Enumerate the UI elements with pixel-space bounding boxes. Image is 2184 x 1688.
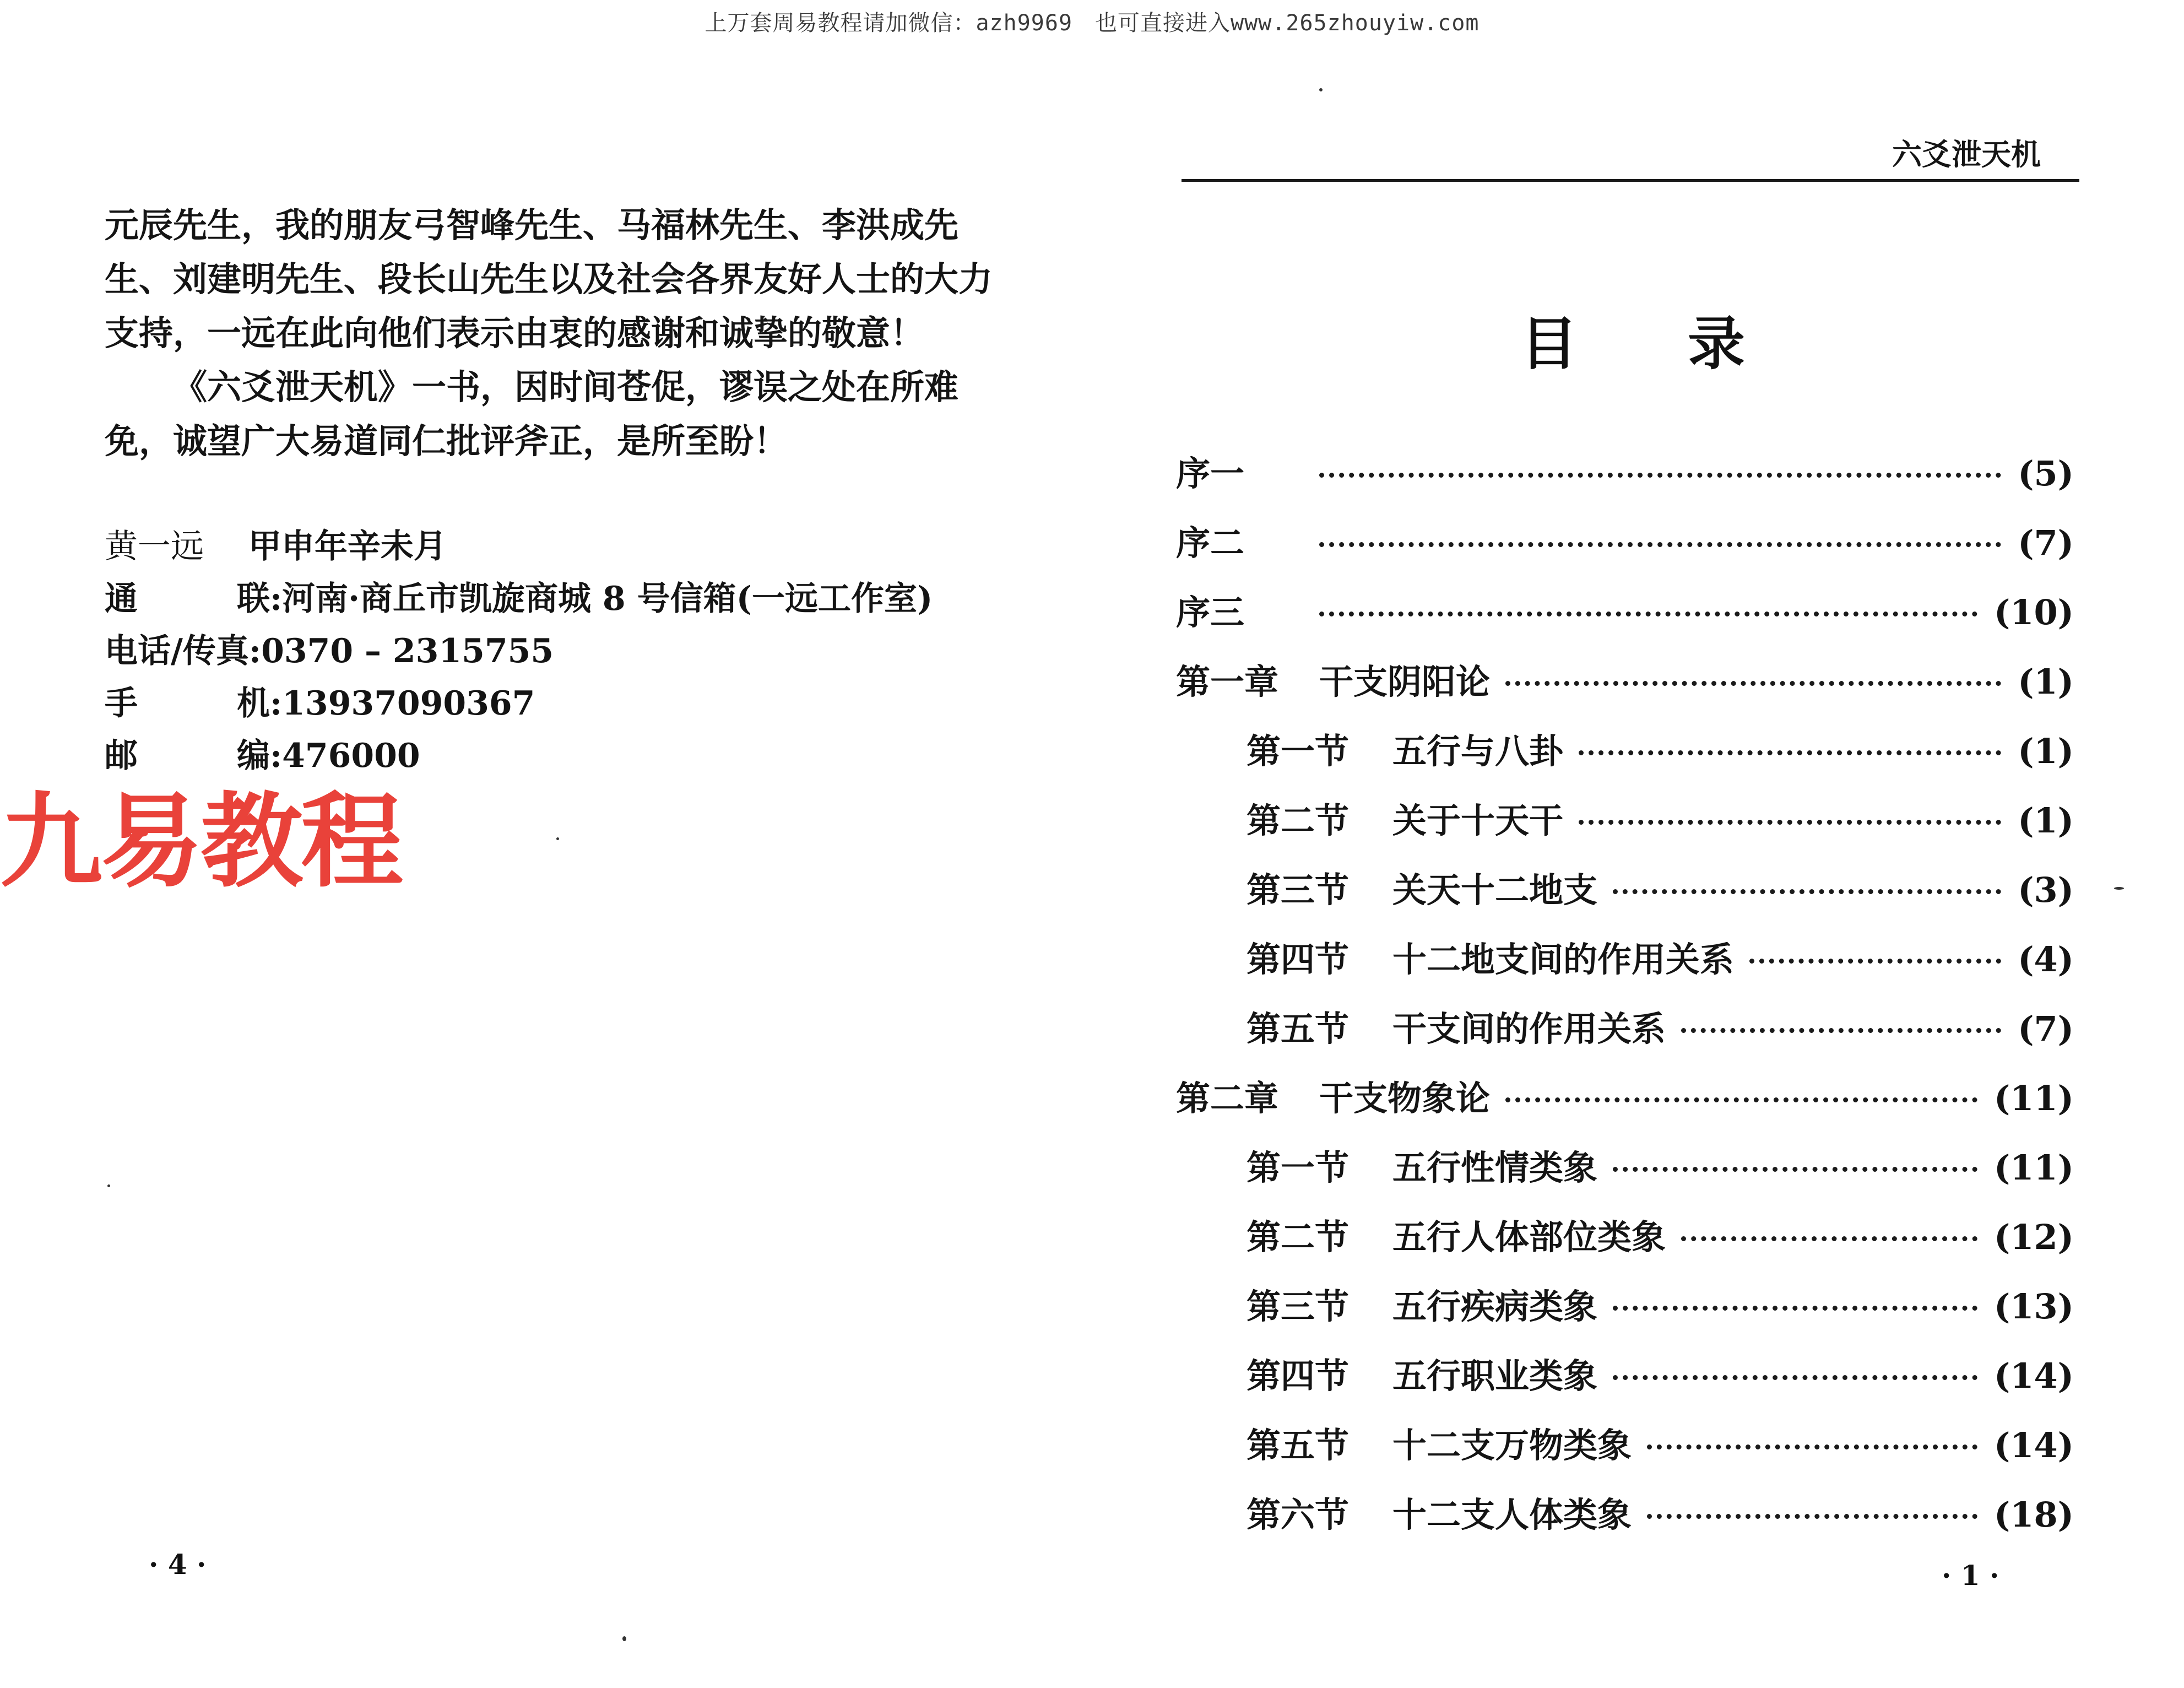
- toc-section-entry: [1176, 863, 2074, 932]
- toc-entry-number: 第四节: [1247, 939, 1350, 980]
- toc-dot-leader: [1613, 1306, 1977, 1311]
- toc-section-entry: [1176, 1002, 2074, 1071]
- toc-entry-page: (11): [1994, 1078, 2074, 1118]
- toc-section-entry: [1176, 1349, 2074, 1418]
- toc-entry-page: (10): [1994, 592, 2074, 632]
- scan-speck: [622, 1636, 626, 1641]
- toc-dot-leader: [1681, 1236, 1977, 1241]
- toc-entry-number: 第六节: [1247, 1495, 1350, 1535]
- contact-mobile-label: 手 机: [105, 684, 270, 723]
- red-stamp-logo: 九易教程: [0, 782, 402, 901]
- page-number-left: · 4 ·: [149, 1548, 207, 1581]
- toc-dot-leader: [1613, 889, 2001, 894]
- toc-chapter-entry: [1176, 516, 2074, 585]
- scan-speck: [1319, 88, 1323, 91]
- contact-address-value: 河南·商丘市凯旋商城 8 号信箱(一远工作室): [282, 580, 933, 618]
- toc-entry-title: 干支物象论: [1319, 1078, 1491, 1118]
- page-number-right: · 1 ·: [1942, 1559, 1999, 1592]
- scan-speck: [2114, 887, 2124, 890]
- contact-address-label: 通 联: [105, 580, 270, 618]
- toc-entry-page: (4): [2018, 939, 2074, 980]
- toc-entry-number: 第三节: [1247, 870, 1350, 910]
- toc-heading: 目录: [1520, 310, 1856, 377]
- toc-section-entry: [1176, 932, 2074, 1002]
- toc-dot-leader: [1319, 473, 2001, 478]
- toc-entry-number: 第二章: [1176, 1078, 1279, 1118]
- toc-entry-page: (5): [2018, 453, 2074, 494]
- toc-entry-title: 十二支人体类象: [1392, 1495, 1632, 1535]
- toc-dot-leader: [1319, 542, 2001, 547]
- toc-entry-title: 五行职业类象: [1392, 1356, 1598, 1396]
- toc-dot-leader: [1505, 681, 2001, 686]
- toc-entry-page: (7): [2018, 523, 2074, 563]
- toc-entry-number: 第二节: [1247, 1217, 1350, 1257]
- toc-entry-title: 五行性情类象: [1392, 1148, 1598, 1188]
- toc-entry-page: (3): [2018, 870, 2074, 910]
- contact-postcode-row: 邮 编 :476000: [105, 730, 933, 782]
- toc-dot-leader: [1319, 612, 1977, 616]
- toc-chapter-entry: [1176, 585, 2074, 654]
- toc-section-entry: [1176, 793, 2074, 863]
- contact-mobile-row: 手 机 :13937090367: [105, 678, 933, 730]
- contact-phone-value: 0370 – 2315755: [261, 632, 554, 670]
- header-rule: [1182, 179, 2079, 182]
- toc-dot-leader: [1505, 1097, 1977, 1102]
- signature-block: [105, 521, 933, 782]
- toc-entry-title: 五行与八卦: [1392, 731, 1564, 771]
- contact-phone-label: 电话/传真: [105, 632, 249, 670]
- toc-entry-number: 序三: [1176, 592, 1245, 632]
- toc-entry-title: 五行疾病类象: [1392, 1286, 1598, 1327]
- toc-entry-number: 第一章: [1176, 662, 1279, 702]
- signature-line: [105, 521, 933, 573]
- contact-postcode-value: 476000: [282, 737, 420, 775]
- table-of-contents: [1176, 446, 2074, 1557]
- toc-chapter-entry: [1176, 1071, 2074, 1140]
- toc-dot-leader: [1749, 959, 2001, 964]
- contact-mobile-value: 13937090367: [282, 684, 535, 723]
- toc-dot-leader: [1579, 750, 2001, 755]
- toc-entry-number: 第五节: [1247, 1009, 1350, 1049]
- scan-speck: [556, 837, 559, 840]
- toc-entry-number: 第一节: [1247, 731, 1350, 771]
- contact-postcode-label: 邮 编: [105, 737, 270, 775]
- acknowledgement-text: [105, 198, 1008, 468]
- toc-entry-title: 五行人体部位类象: [1392, 1217, 1666, 1257]
- left-page: [0, 0, 1091, 1688]
- toc-section-entry: [1176, 724, 2074, 793]
- toc-chapter-entry: [1176, 654, 2074, 724]
- toc-entry-number: 序二: [1176, 523, 1245, 563]
- signature-date: 甲申年辛未月: [248, 527, 447, 566]
- toc-entry-title: 十二支万物类象: [1392, 1425, 1632, 1465]
- toc-entry-page: (18): [1994, 1495, 2074, 1535]
- toc-dot-leader: [1647, 1514, 1977, 1519]
- right-page: [1091, 0, 2184, 1688]
- toc-entry-page: (14): [1994, 1425, 2074, 1465]
- paragraph-thanks: 元辰先生，我的朋友弓智峰先生、马福林先生、李洪成先生、刘建明先生、段长山先生以及社会各界友好人士的大力支持，一远在此向他们表示由衷的感谢和诚挚的敬意！: [105, 205, 993, 353]
- toc-dot-leader: [1579, 820, 2001, 825]
- toc-entry-page: (1): [2018, 662, 2074, 702]
- toc-entry-number: 序一: [1176, 453, 1245, 494]
- toc-entry-page: (1): [2018, 731, 2074, 771]
- toc-entry-page: (13): [1994, 1286, 2074, 1327]
- toc-entry-number: 第一节: [1247, 1148, 1350, 1188]
- toc-entry-page: (7): [2018, 1009, 2074, 1049]
- toc-entry-number: 第四节: [1247, 1356, 1350, 1396]
- toc-entry-title: 关天十二地支: [1392, 870, 1598, 910]
- author-name: 黄一远: [105, 527, 204, 566]
- toc-chapter-entry: [1176, 446, 2074, 516]
- toc-entry-title: 干支阴阳论: [1319, 662, 1491, 702]
- paragraph-apology: 《六爻泄天机》一书，因时间苍促，谬误之处在所难免，诚望广大易道同仁批评斧正，是所至盼！: [105, 367, 959, 461]
- toc-section-entry: [1176, 1418, 2074, 1487]
- toc-entry-title: 干支间的作用关系: [1392, 1009, 1666, 1049]
- toc-entry-page: (1): [2018, 800, 2074, 841]
- toc-section-entry: [1176, 1487, 2074, 1557]
- watermark-banner: 上万套周易教程请加微信：azh9969 也可直接进入www.265zhouyiw.com: [704, 10, 1480, 36]
- toc-section-entry: [1176, 1140, 2074, 1210]
- scan-speck: [107, 1184, 110, 1187]
- contact-phone-row: 电话/传真:0370 – 2315755: [105, 632, 554, 670]
- toc-section-entry: [1176, 1210, 2074, 1279]
- toc-entry-title: 十二地支间的作用关系: [1392, 939, 1735, 980]
- toc-entry-page: (11): [1994, 1148, 2074, 1188]
- running-head: 六爻泄天机: [1892, 137, 2041, 172]
- toc-dot-leader: [1681, 1028, 2001, 1033]
- contact-address-row: 通 联 :河南·商丘市凯旋商城 8 号信箱(一远工作室): [105, 573, 933, 625]
- toc-entry-page: (14): [1994, 1356, 2074, 1396]
- toc-section-entry: [1176, 1279, 2074, 1349]
- toc-entry-title: 关于十天干: [1392, 800, 1564, 841]
- toc-entry-number: 第二节: [1247, 800, 1350, 841]
- toc-dot-leader: [1613, 1167, 1977, 1172]
- toc-entry-page: (12): [1994, 1217, 2074, 1257]
- toc-dot-leader: [1647, 1444, 1977, 1449]
- toc-dot-leader: [1613, 1375, 1977, 1380]
- toc-entry-number: 第五节: [1247, 1425, 1350, 1465]
- toc-entry-number: 第三节: [1247, 1286, 1350, 1327]
